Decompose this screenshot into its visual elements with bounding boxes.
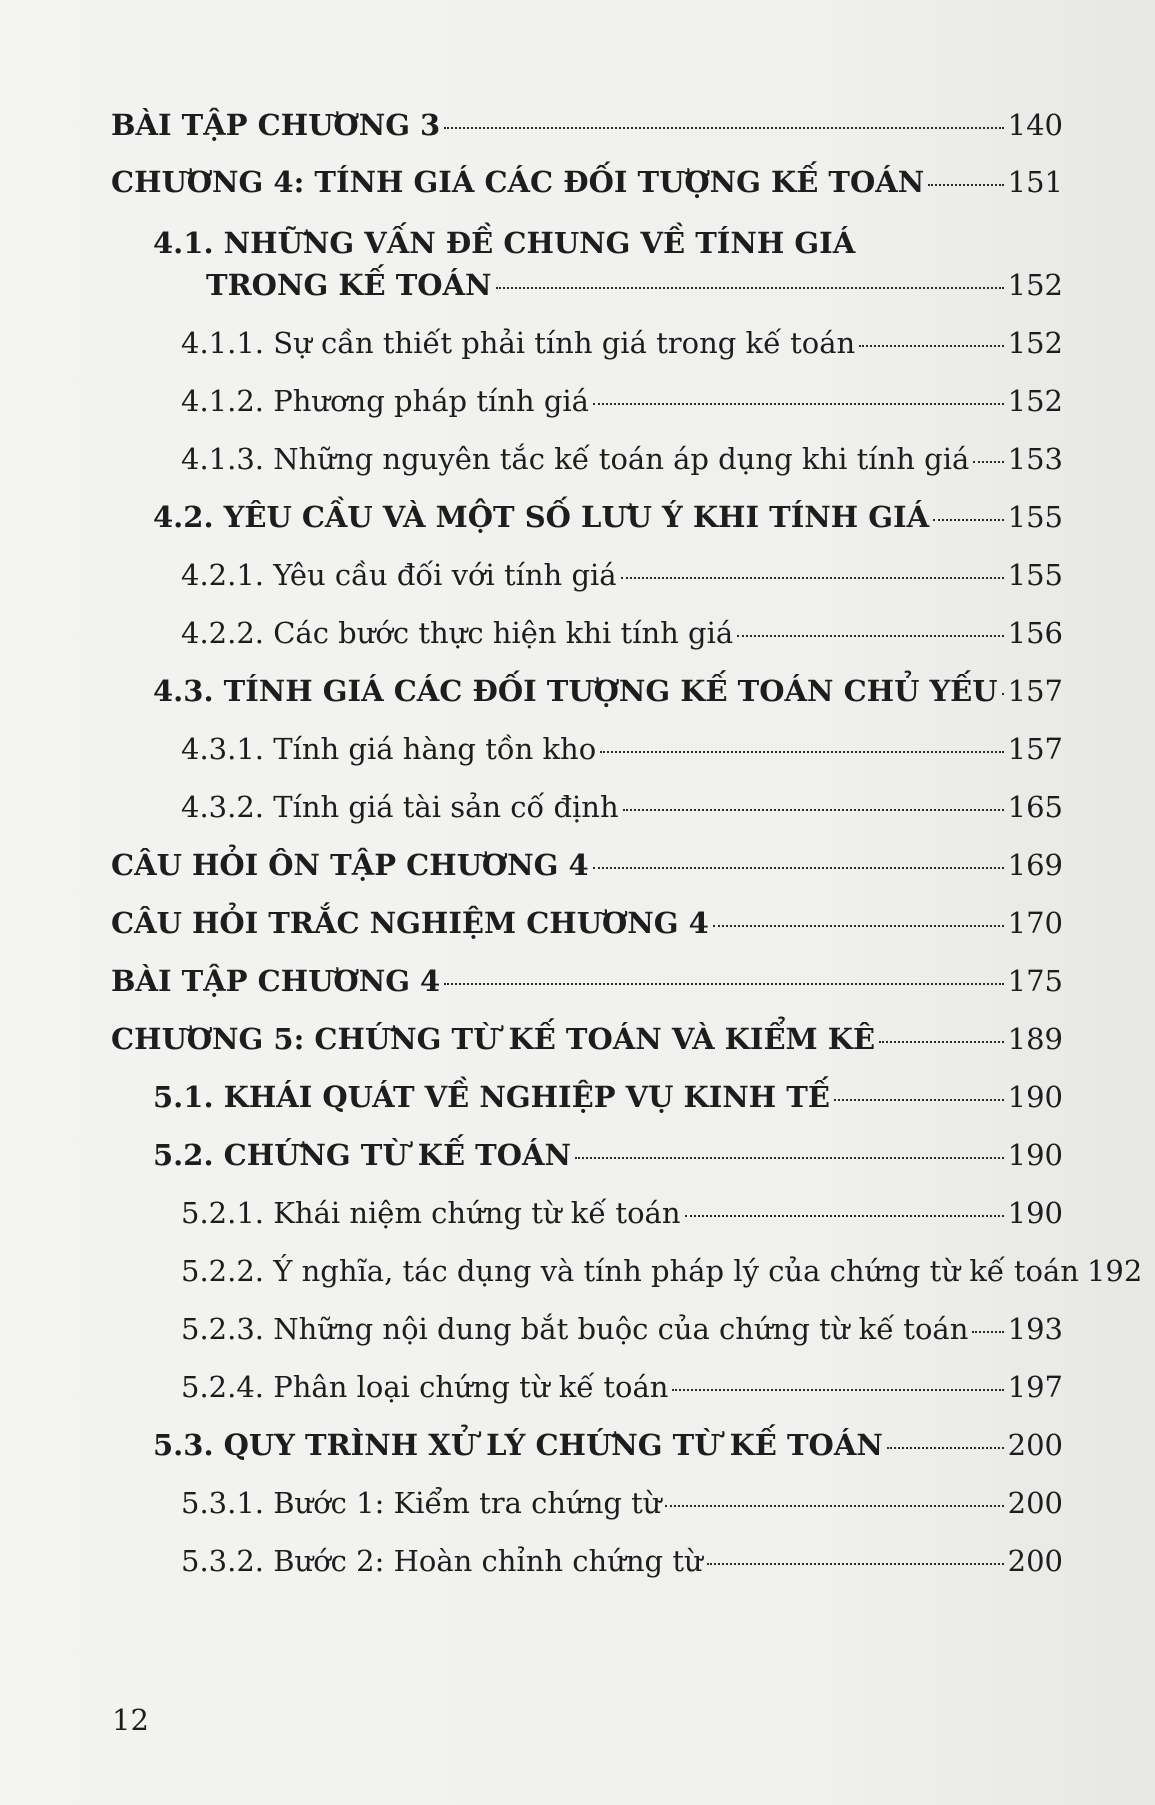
- dot-leader: [593, 403, 1004, 405]
- toc-entry: [153, 674, 1063, 708]
- toc-entry: [181, 558, 1063, 592]
- toc-entry-title: 5.3. QUY TRÌNH XỬ LÝ CHỨNG TỪ KẾ TOÁN: [153, 1428, 883, 1462]
- toc-entry-title: CHƯƠNG 5: CHỨNG TỪ KẾ TOÁN VÀ KIỂM KÊ: [111, 1022, 876, 1056]
- dot-leader: [707, 1563, 1004, 1565]
- toc-entry-page: 193: [1007, 1312, 1063, 1346]
- toc-entry-page: 170: [1007, 906, 1063, 940]
- dot-leader: [859, 345, 1003, 347]
- toc-entry: [181, 1254, 1143, 1288]
- toc-entry-title: 5.2.3. Những nội dung bắt buộc của chứng từ kế toán: [181, 1312, 969, 1346]
- toc-entry-page: 190: [1007, 1138, 1063, 1172]
- toc-entry-page: 190: [1007, 1080, 1063, 1114]
- toc-entry-page: 165: [1007, 790, 1063, 824]
- toc-entry-page: 152: [1007, 326, 1063, 360]
- toc-entry-page: 155: [1007, 500, 1063, 534]
- toc-entry-page: 192: [1086, 1254, 1143, 1288]
- dot-leader: [887, 1447, 1004, 1449]
- dot-leader: [973, 461, 1003, 463]
- toc-entry-page: 157: [1007, 732, 1063, 766]
- toc-entry-title: 5.3.1. Bước 1: Kiểm tra chứng từ: [181, 1486, 662, 1520]
- toc-entry-title: 4.3. TÍNH GIÁ CÁC ĐỐI TƯỢNG KẾ TOÁN CHỦ YẾU: [153, 674, 998, 708]
- toc-entry-title: 4.2. YÊU CẦU VÀ MỘT SỐ LƯU Ý KHI TÍNH GIÁ: [153, 500, 930, 534]
- dot-leader: [972, 1331, 1003, 1333]
- toc-entry: [181, 790, 1063, 824]
- toc-entry: [181, 1312, 1063, 1346]
- toc-entry-page: 155: [1007, 558, 1063, 592]
- toc-entry-page: 151: [1007, 165, 1063, 199]
- toc-entry: [111, 848, 1063, 882]
- toc-entry-title: BÀI TẬP CHƯƠNG 3: [111, 108, 441, 142]
- toc-entry-title: 4.2.1. Yêu cầu đối với tính giá: [181, 558, 617, 592]
- toc-entry-page: 152: [1007, 384, 1063, 418]
- toc-entry: [181, 1370, 1063, 1404]
- dot-leader: [933, 519, 1004, 521]
- toc-entry: [181, 1544, 1063, 1578]
- toc-entry-page: 153: [1007, 442, 1063, 476]
- toc-entry-page: 156: [1007, 616, 1063, 650]
- dot-leader: [496, 287, 1004, 289]
- page-number: 12: [112, 1703, 149, 1737]
- toc-entry-page: 140: [1007, 108, 1063, 142]
- toc-entry-page: 200: [1007, 1428, 1063, 1462]
- dot-leader: [834, 1099, 1004, 1101]
- toc-entry-title: BÀI TẬP CHƯƠNG 4: [111, 964, 441, 998]
- toc-entry-title: 4.1.1. Sự cần thiết phải tính giá trong kế toán: [181, 326, 856, 360]
- dot-leader: [665, 1505, 1003, 1507]
- toc-entry-page: 175: [1007, 964, 1063, 998]
- toc-entry-title: CÂU HỎI ÔN TẬP CHƯƠNG 4: [111, 848, 589, 882]
- toc-entry: [181, 616, 1063, 650]
- toc-entry-page: 169: [1007, 848, 1063, 882]
- dot-leader: [685, 1215, 1004, 1217]
- toc-entry-title: CÂU HỎI TRẮC NGHIỆM CHƯƠNG 4: [111, 906, 709, 940]
- dot-leader: [593, 867, 1004, 869]
- toc-entry: [111, 906, 1063, 940]
- dot-leader: [444, 127, 1003, 129]
- toc-entry-title: TRONG KẾ TOÁN: [206, 268, 492, 302]
- toc-entry: [181, 732, 1063, 766]
- toc-entry: [206, 268, 1063, 302]
- toc-entry: [111, 1022, 1063, 1056]
- toc-entry-page: 200: [1007, 1544, 1063, 1578]
- dot-leader: [928, 184, 1003, 186]
- toc-entry-title: 5.2. CHỨNG TỪ KẾ TOÁN: [153, 1138, 572, 1172]
- toc-entry: [181, 384, 1063, 418]
- toc-entry: [111, 165, 1063, 199]
- toc-entry-page: 197: [1007, 1370, 1063, 1404]
- dot-leader: [879, 1041, 1004, 1043]
- toc-entry-page: 157: [1007, 674, 1063, 708]
- toc-entry-page: 189: [1007, 1022, 1063, 1056]
- toc-entry-title: CHƯƠNG 4: TÍNH GIÁ CÁC ĐỐI TƯỢNG KẾ TOÁN: [111, 165, 925, 199]
- dot-leader: [672, 1389, 1003, 1391]
- toc-entry-title: 5.1. KHÁI QUÁT VỀ NGHIỆP VỤ KINH TẾ: [153, 1080, 830, 1114]
- toc-entry-page: 200: [1007, 1486, 1063, 1520]
- toc-entry-title-line1: 4.1. NHỮNG VẤN ĐỀ CHUNG VỀ TÍNH GIÁ: [153, 226, 856, 260]
- toc-entry: [153, 1138, 1063, 1172]
- toc-entry-title: 4.3.1. Tính giá hàng tồn kho: [181, 732, 597, 766]
- toc-entry: [181, 326, 1063, 360]
- dot-leader: [621, 577, 1004, 579]
- toc-entry-title: 4.1.2. Phương pháp tính giá: [181, 384, 589, 418]
- toc-entry-title: 4.2.2. Các bước thực hiện khi tính giá: [181, 616, 734, 650]
- dot-leader: [444, 983, 1003, 985]
- toc-entry: [111, 108, 1063, 142]
- toc-entry-page: 152: [1007, 268, 1063, 302]
- toc-entry: [153, 500, 1063, 534]
- dot-leader: [623, 809, 1004, 811]
- dot-leader: [600, 751, 1003, 753]
- dot-leader: [575, 1157, 1004, 1159]
- toc-entry: [111, 964, 1063, 998]
- toc-entry-page: 190: [1007, 1196, 1063, 1230]
- toc-entry-title: 4.1.3. Những nguyên tắc kế toán áp dụng khi tính giá: [181, 442, 970, 476]
- toc-entry-title: 5.2.4. Phân loại chứng từ kế toán: [181, 1370, 669, 1404]
- toc-entry: [153, 1428, 1063, 1462]
- toc-entry-title: 5.2.2. Ý nghĩa, tác dụng và tính pháp lý của chứng từ kế toán: [181, 1254, 1079, 1288]
- dot-leader: [1002, 693, 1004, 695]
- toc-entry: [181, 1196, 1063, 1230]
- toc-entry: [181, 442, 1063, 476]
- dot-leader: [737, 635, 1003, 637]
- toc-entry-title: 4.3.2. Tính giá tài sản cố định: [181, 790, 619, 824]
- toc-entry-title: 5.2.1. Khái niệm chứng từ kế toán: [181, 1196, 681, 1230]
- dot-leader: [713, 925, 1004, 927]
- toc-entry: [181, 1486, 1063, 1520]
- toc-entry: [153, 1080, 1063, 1114]
- toc-entry-title: 5.3.2. Bước 2: Hoàn chỉnh chứng từ: [181, 1544, 703, 1578]
